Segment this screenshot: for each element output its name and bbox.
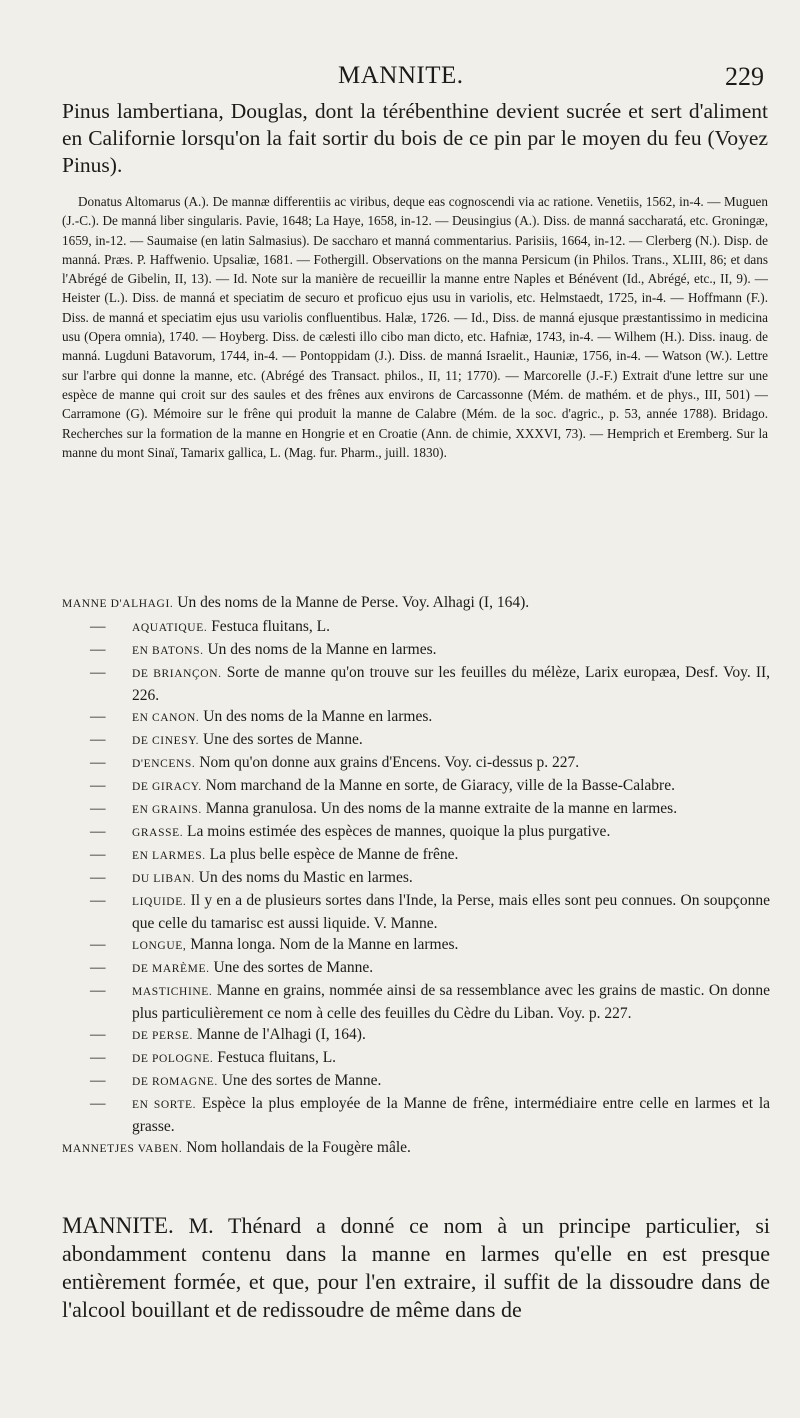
- entry-term: DE GIRACY.: [132, 781, 202, 793]
- sub-entry: [62, 844, 770, 867]
- page-number: 229: [725, 62, 764, 91]
- entry-body: [132, 1070, 770, 1093]
- bibliography-text: Donatus Altomarus (A.). De mannæ differentiis ac viribus, deque eas cognoscendi via ac ratione. Venetiis, 1562, in-4. — Muguen (J.-C.). De manná liber singularis. Pavie, 1648; La Haye, 1658, in-12. — Deusingius (A.). Diss. de manná saccharatá, etc. Groningæ, 1659, in-12. — Saumaise (en latin Salmasius). De saccharo et manná commentarius. Parisiis, 1664, in-12. — Clerberg (N.). Disp. de manná. Præs. P. Haffwenio. Upsaliæ, 1681. — Fothergill. Observations on the manna Persicum (in Philos. Trans., XLIII, 86; et dans l'Abrégé de Gibelin, II, 13). — Id. Note sur la manière de recueillir la manne entre Naples et Bénévent (Id., Abrégé, etc., II, 9). — Heister (L.). Diss. de manná et speciatim de securo et proficuo ejus usu in variolis, etc. Helmstaedt, 1725, in-4. — Hoffmann (F.). Diss. de manná et speciatim ejus usu variolis confluentibus. Halæ, 1726. — Id., Diss. de manná ejusque præstantissimo in medicina usu (Opera omnia), 1740. — Hoyberg. Diss. de cælesti illo cibo man dicto, etc. Hafniæ, 1743, in-4. — Wilhem (H.). Diss. inaug. de manná. Lugduni Batavorum, 1744, in-4. — Pontoppidam (J.). Diss. de manná Israelit., Hauniæ, 1756, in-4. — Watson (W.). Lettre sur l'arbre qui donne la manne, etc. (Abrégé des Transact. philos., II, 11; 1770). — Marcorelle (J.-F.) Extrait d'une lettre sur une espèce de manne qui croit sur des saules et des frênes aux environs de Carcassonne (Mém. de mathém. et de phys., III, 501) — Carramone (G). Mémoire sur le frêne qui produit la manne de Calabre (Mém. de la soc. d'agric., p. 53, année 1788). Bridago. Recherches sur la formation de la manne en Hongrie et en Croatie (Ann. de chimie, XXXVI, 73). — Hemprich et Eremberg. Sur la manne du mont Sinaï, Tamarix gallica, L. (Mag. fur. Pharm., juill. 1830).: [62, 194, 768, 460]
- entry-body: [132, 890, 770, 934]
- entry-body: [132, 821, 770, 844]
- entry-body: [132, 662, 770, 706]
- entry-body: [132, 775, 770, 798]
- entry-body: [132, 1047, 770, 1070]
- sub-entry: [62, 798, 770, 821]
- sub-entry: [62, 1024, 770, 1047]
- entry-dash: —: [90, 982, 106, 999]
- sub-entry: [62, 934, 770, 957]
- sub-entry: [62, 639, 770, 662]
- entry-term: AQUATIQUE.: [132, 622, 208, 634]
- entry-term: DE PERSE.: [132, 1030, 193, 1042]
- entry-text: Une des sortes de Manne.: [221, 1072, 382, 1089]
- entry-dash: —: [90, 936, 106, 953]
- entry-text: Manne de l'Alhagi (I, 164).: [196, 1026, 366, 1043]
- bibliography-block: [62, 192, 768, 462]
- entry-dash: —: [90, 846, 106, 863]
- entry-text: Une des sortes de Manne.: [203, 731, 363, 748]
- entry-body: [132, 844, 770, 867]
- entry-body: [132, 957, 770, 980]
- running-head: MANNITE.: [338, 62, 464, 89]
- entry-dash: —: [90, 708, 106, 725]
- article-title: MANNITE.: [62, 1213, 174, 1238]
- entry-text: Un des noms de la Manne en larmes.: [207, 641, 437, 658]
- entry-body: [132, 729, 770, 752]
- page-header: [0, 62, 800, 96]
- sub-entry: [62, 706, 770, 729]
- entry-mannetjes-vaben: [62, 1137, 770, 1160]
- entry-text: Manna longa. Nom de la Manne en larmes.: [190, 936, 459, 953]
- entry-text: Un des noms de la Manne de Perse. Voy. Alhagi (I, 164).: [177, 594, 530, 611]
- entry-term: EN LARMES.: [132, 850, 206, 862]
- entry-text: La plus belle espèce de Manne de frêne.: [209, 846, 459, 863]
- sub-entry: [62, 1093, 770, 1137]
- sub-entry: [62, 616, 770, 639]
- entry-term: DE BRIANÇON.: [132, 668, 222, 680]
- entry-text: Nom hollandais de la Fougère mâle.: [186, 1139, 411, 1156]
- entry-dash: —: [90, 959, 106, 976]
- entry-dash: —: [90, 754, 106, 771]
- entry-body: [132, 752, 770, 775]
- entry-term: MANNE D'ALHAGI.: [62, 598, 174, 610]
- mannite-article: [62, 1212, 770, 1324]
- entry-dash: —: [90, 664, 106, 681]
- sub-entry: [62, 662, 770, 706]
- entry-body: [132, 1024, 770, 1047]
- sub-entry: [62, 980, 770, 1024]
- entry-dash: —: [90, 777, 106, 794]
- entry-term: EN GRAINS.: [132, 804, 202, 816]
- entry-term: EN BATONS.: [132, 645, 204, 657]
- manne-entries: [62, 592, 770, 1160]
- sub-entry: [62, 890, 770, 934]
- entry-body: [132, 639, 770, 662]
- entry-text: Nom qu'on donne aux grains d'Encens. Voy. ci-dessus p. 227.: [199, 754, 580, 771]
- entry-text: Une des sortes de Manne.: [213, 959, 374, 976]
- entry-term: LONGUE,: [132, 940, 187, 952]
- sub-entry: [62, 821, 770, 844]
- entry-dash: —: [90, 892, 106, 909]
- entry-term: DE CINESY.: [132, 735, 200, 747]
- entry-text: Un des noms du Mastic en larmes.: [198, 869, 413, 886]
- entry-dash: —: [90, 1026, 106, 1043]
- entry-dash: —: [90, 1049, 106, 1066]
- entry-list: [62, 616, 770, 1137]
- entry-manne-alhagi: [62, 592, 770, 615]
- entry-text: Un des noms de la Manne en larmes.: [203, 708, 433, 725]
- entry-term: DU LIBAN.: [132, 873, 195, 885]
- sub-entry: [62, 752, 770, 775]
- entry-dash: —: [90, 1072, 106, 1089]
- sub-entry: [62, 775, 770, 798]
- entry-dash: —: [90, 823, 106, 840]
- entry-text: Il y en a de plusieurs sortes dans l'Inde, la Perse, mais elles sont peu connues. On soupçonne que celle du tamarisc est aussi liquide. V. Manne.: [132, 892, 770, 932]
- entry-text: Manna granulosa. Un des noms de la manne extraite de la manne en larmes.: [205, 800, 678, 817]
- entry-text: La moins estimée des espèces de mannes, quoique la plus purgative.: [187, 823, 611, 840]
- entry-text: Festuca fluitans, L.: [211, 618, 330, 635]
- intro-paragraph: Pinus lambertiana, Douglas, dont la térébenthine devient sucrée et sert d'aliment en Californie lorsqu'on la fait sortir du bois de ce pin par le moyen du feu (Voyez Pinus).: [62, 99, 768, 177]
- sub-entry: [62, 1070, 770, 1093]
- article-text: M. Thénard a donné ce nom à un principe particulier, si abondamment contenu dans la manne en larmes qu'elle en est presque entièrement formée, et que, pour l'en extraire, il suffit de la dissoudre dans de l'alcool bouillant et de redissoudre de même dans de: [62, 1213, 770, 1322]
- entry-term: EN CANON.: [132, 712, 200, 724]
- entry-text: Nom marchand de la Manne en sorte, de Giaracy, ville de la Basse-Calabre.: [205, 777, 675, 794]
- entry-dash: —: [90, 618, 106, 635]
- entry-dash: —: [90, 800, 106, 817]
- entry-body: [132, 934, 770, 957]
- entry-text: Festuca fluitans, L.: [217, 1049, 337, 1066]
- entry-dash: —: [90, 869, 106, 886]
- sub-entry: [62, 867, 770, 890]
- entry-term: EN SORTE.: [132, 1099, 197, 1111]
- entry-body: [132, 616, 770, 639]
- entry-dash: —: [90, 731, 106, 748]
- entry-term: MASTICHINE.: [132, 986, 213, 998]
- entry-text: Manne en grains, nommée ainsi de sa ressemblance avec les grains de mastic. On donne plus particulièrement ce nom à celle des feuilles du Cèdre du Liban. Voy. p. 227.: [132, 982, 771, 1022]
- entry-body: [132, 980, 770, 1024]
- entry-term: GRASSE.: [132, 827, 184, 839]
- entry-term: MANNETJES VABEN.: [62, 1143, 183, 1155]
- entry-dash: —: [90, 1095, 106, 1112]
- entry-body: [132, 798, 770, 821]
- entry-dash: —: [90, 641, 106, 658]
- entry-body: [132, 706, 770, 729]
- entry-term: LIQUIDE.: [132, 896, 187, 908]
- sub-entry: [62, 957, 770, 980]
- entry-term: DE POLOGNE.: [132, 1053, 214, 1065]
- entry-text: Sorte de manne qu'on trouve sur les feuilles du mélèze, Larix europæa, Desf. Voy. II, 226.: [132, 664, 771, 704]
- entry-term: D'ENCENS.: [132, 758, 196, 770]
- entry-text: Espèce la plus employée de la Manne de frêne, intermédiaire entre celle en larmes et la grasse.: [132, 1095, 771, 1135]
- entry-body: [132, 1093, 770, 1137]
- entry-term: DE ROMAGNE.: [132, 1076, 218, 1088]
- sub-entry: [62, 1047, 770, 1070]
- sub-entry: [62, 729, 770, 752]
- entry-term: DE MARÈME.: [132, 963, 210, 975]
- entry-body: [132, 867, 770, 890]
